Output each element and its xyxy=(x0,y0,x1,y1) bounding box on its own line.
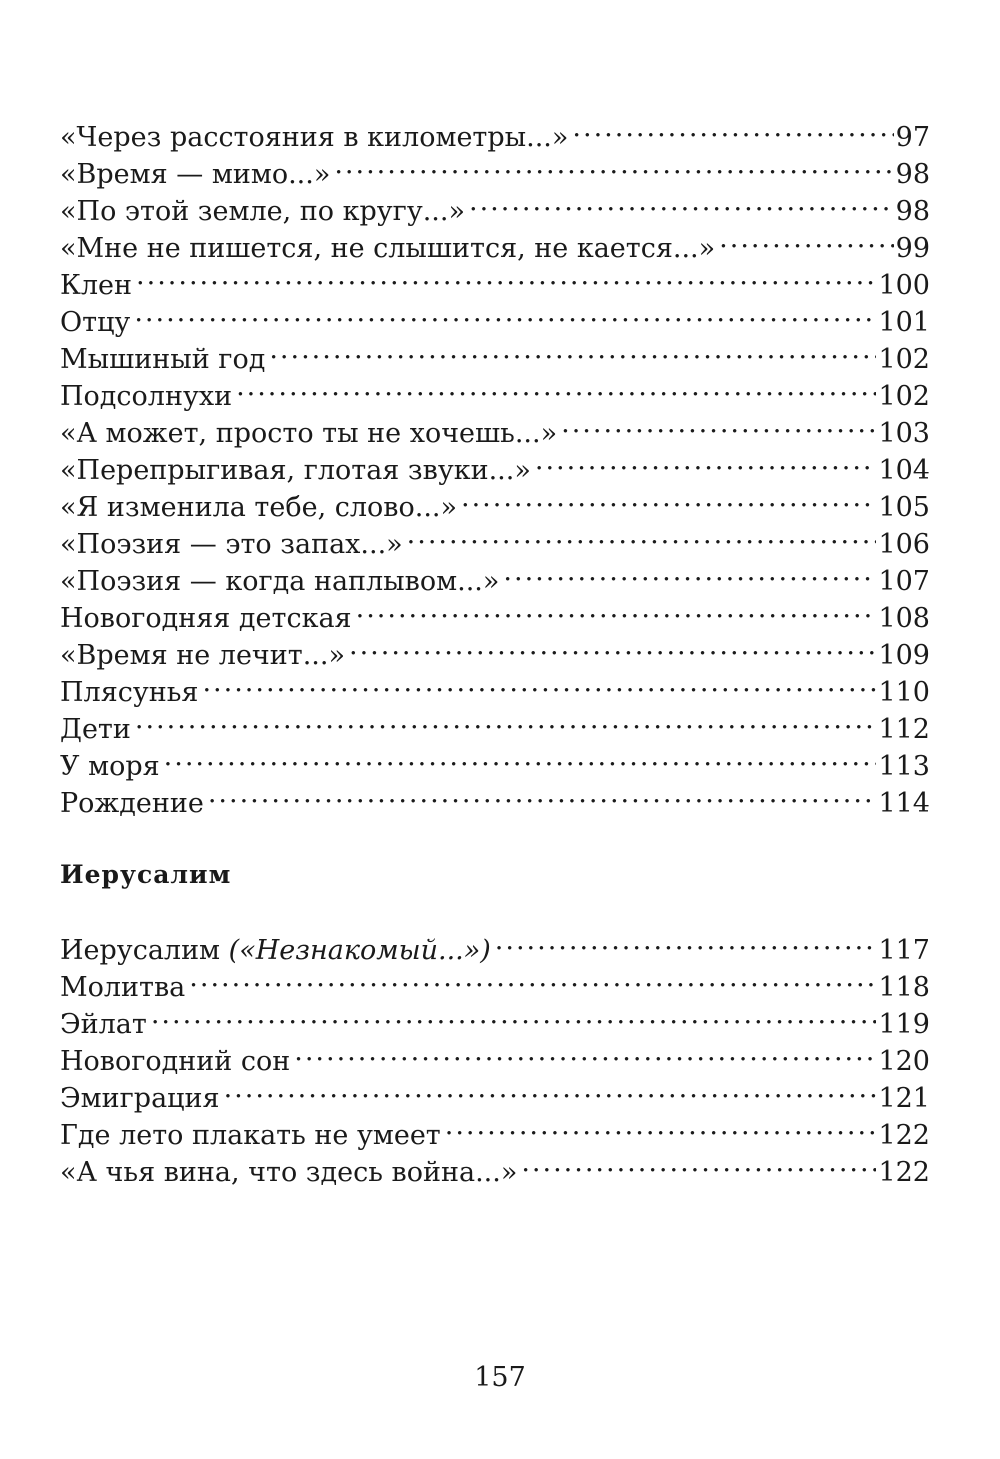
toc-entry xyxy=(60,331,930,375)
dot-leader xyxy=(445,1107,877,1144)
toc-entry-page: 103 xyxy=(878,418,930,449)
toc-entry-page: 122 xyxy=(878,1157,930,1188)
dot-leader xyxy=(349,627,876,664)
toc-entry-page: 97 xyxy=(895,122,930,153)
toc-entry-title: «Время не лечит...» xyxy=(60,640,345,671)
toc-entry-title: Эйлат xyxy=(60,1009,147,1040)
toc-entry-page: 102 xyxy=(878,381,930,412)
dot-leader xyxy=(269,331,876,368)
toc-entry-title: «Поэзия — это запах...» xyxy=(60,529,403,560)
toc-entry-page: 98 xyxy=(895,159,930,190)
toc-entry-page: 102 xyxy=(878,344,930,375)
dot-leader xyxy=(208,775,877,812)
toc-entry-page: 114 xyxy=(878,788,930,819)
toc-list-main xyxy=(60,109,930,819)
toc-entry-main-title: Иерусалим xyxy=(60,935,221,966)
section-heading: Иерусалим xyxy=(60,860,232,889)
toc-entry-title: Молитва xyxy=(60,972,186,1003)
dot-leader xyxy=(503,553,876,590)
toc-entry xyxy=(60,775,930,819)
dot-leader xyxy=(135,701,877,738)
dot-leader xyxy=(334,146,893,183)
dot-leader xyxy=(495,922,877,959)
dot-leader xyxy=(535,442,877,479)
toc-entry-title: «Через расстояния в километры...» xyxy=(60,122,569,153)
toc-entry-title: Плясунья xyxy=(60,677,199,708)
dot-leader xyxy=(224,1070,877,1107)
toc-entry-title: «Перепрыгивая, глотая звуки...» xyxy=(60,455,531,486)
toc-entry-page: 100 xyxy=(878,270,930,301)
toc-entry xyxy=(60,996,930,1040)
toc-entry xyxy=(60,959,930,1003)
toc-entry xyxy=(60,701,930,745)
toc-entry-title: «Я изменила тебе, слово...» xyxy=(60,492,457,523)
dot-leader xyxy=(202,664,876,701)
toc-entry-title: Подсолнухи xyxy=(60,381,233,412)
dot-leader xyxy=(134,294,876,331)
toc-entry-title: Клен xyxy=(60,270,133,301)
dot-leader xyxy=(189,959,876,996)
toc-entry-page: 117 xyxy=(878,935,930,966)
dot-leader xyxy=(356,590,877,627)
page-number: 157 xyxy=(474,1362,526,1393)
toc-entry xyxy=(60,922,930,966)
dot-leader xyxy=(236,368,876,405)
dot-leader xyxy=(572,109,893,146)
toc-entry-page: 122 xyxy=(878,1120,930,1151)
toc-entry-subtitle: («Незнакомый...») xyxy=(228,935,491,966)
toc-entry-page: 105 xyxy=(878,492,930,523)
toc-entry-title: Мышиный год xyxy=(60,344,266,375)
dot-leader xyxy=(294,1033,876,1070)
toc-entry-title: «Время — мимо...» xyxy=(60,159,331,190)
dot-leader xyxy=(521,1144,876,1181)
toc-entry xyxy=(60,738,930,782)
toc-entry xyxy=(60,109,930,153)
dot-leader xyxy=(151,996,877,1033)
toc-entry-title: «Поэзия — когда наплывом...» xyxy=(60,566,500,597)
toc-entry-page: 104 xyxy=(878,455,930,486)
dot-leader xyxy=(461,479,876,516)
dot-leader xyxy=(407,516,877,553)
toc-entry-title: «Мне не пишется, не слышится, не кается...» xyxy=(60,233,716,264)
dot-leader xyxy=(719,220,893,257)
toc-entry-page: 113 xyxy=(878,751,930,782)
toc-entry-title: Отцу xyxy=(60,307,131,338)
dot-leader xyxy=(469,183,894,220)
toc-entry-page: 107 xyxy=(878,566,930,597)
toc-entry-page: 101 xyxy=(878,307,930,338)
toc-entry-title: Новогодняя детская xyxy=(60,603,352,634)
toc-entry-page: 112 xyxy=(878,714,930,745)
toc-entry xyxy=(60,257,930,301)
toc-entry-page: 119 xyxy=(878,1009,930,1040)
dot-leader xyxy=(561,405,876,442)
toc-entry-title: У моря xyxy=(60,751,160,782)
toc-entry xyxy=(60,1033,930,1077)
toc-entry-title: Рождение xyxy=(60,788,204,819)
toc-entry-page: 99 xyxy=(895,233,930,264)
dot-leader xyxy=(136,257,876,294)
dot-leader xyxy=(164,738,877,775)
toc-entry-page: 108 xyxy=(878,603,930,634)
toc-entry-page: 121 xyxy=(878,1083,930,1114)
toc-list-jerusalem xyxy=(60,922,930,1188)
toc-entry-title: «По этой земле, по кругу...» xyxy=(60,196,465,227)
toc-entry-title: «А может, просто ты не хочешь...» xyxy=(60,418,558,449)
toc-entry-title: Дети xyxy=(60,714,131,745)
toc-entry-page: 110 xyxy=(878,677,930,708)
toc-entry-page: 120 xyxy=(878,1046,930,1077)
toc-entry-page: 106 xyxy=(878,529,930,560)
toc-entry-title: Эмиграция xyxy=(60,1083,220,1114)
toc-entry xyxy=(60,294,930,338)
toc-entry-title: «А чья вина, что здесь война...» xyxy=(60,1157,518,1188)
toc-entry-page: 109 xyxy=(878,640,930,671)
toc-entry-title: Новогодний сон xyxy=(60,1046,291,1077)
toc-entry-page: 98 xyxy=(895,196,930,227)
toc-entry-title: Где лето плакать не умеет xyxy=(60,1120,441,1151)
toc-entry-page: 118 xyxy=(878,972,930,1003)
